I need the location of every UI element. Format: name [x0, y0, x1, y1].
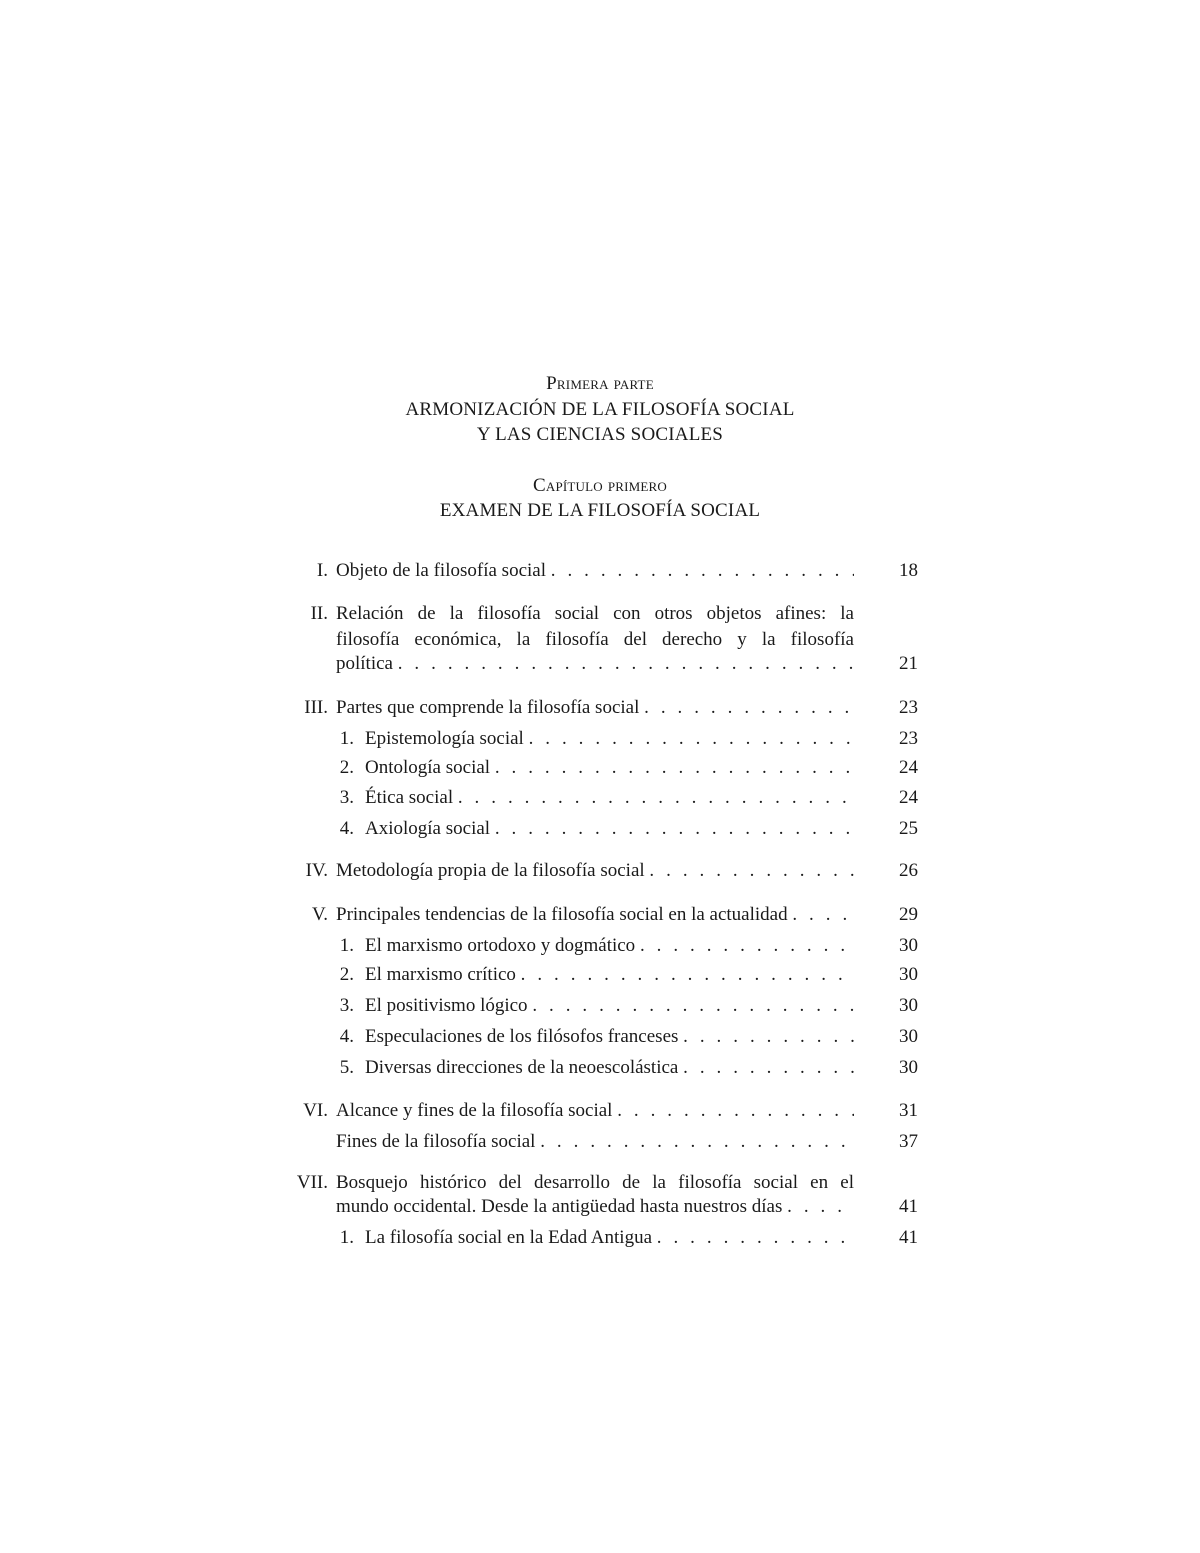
toc-number: III.: [304, 697, 328, 718]
toc-page-number: 30: [899, 995, 918, 1016]
toc-page-number: 29: [899, 904, 918, 925]
toc-page-number: 18: [899, 560, 918, 581]
toc-title: Objeto de la filosofía social . . .: [336, 558, 854, 584]
toc-number: V.: [311, 904, 328, 925]
toc-number: 1.: [339, 728, 354, 749]
toc-number: 4.: [339, 818, 354, 839]
toc-entry-V-4: [290, 1024, 930, 1050]
toc-entry-V-3: [290, 993, 930, 1019]
toc-number: VI.: [303, 1100, 328, 1121]
toc-number: 2.: [339, 757, 354, 778]
toc-entry-V-1: [290, 933, 930, 959]
toc-entry-I: [290, 558, 930, 584]
toc-page-number: 30: [899, 935, 918, 956]
toc-number: 3.: [339, 995, 354, 1016]
toc-number: 3.: [339, 787, 354, 808]
toc-number: 1.: [339, 935, 354, 956]
toc-page-number: 24: [899, 757, 918, 778]
toc-entry-III-3: [290, 785, 930, 811]
toc-entry-VI: [290, 1098, 930, 1124]
toc-title: política . . .: [336, 651, 854, 677]
toc-title: La filosofía social en la Edad Antigua . . .: [365, 1225, 854, 1251]
toc-entry-II-line-1: Relación de la filosofía social con otros objetos afines: la: [336, 603, 854, 624]
toc-page-number: 41: [899, 1227, 918, 1248]
toc-title: Principales tendencias de la filosofía social en la actualidad . . .: [336, 902, 854, 928]
toc-title: Axiología social . . .: [365, 816, 854, 842]
toc-entry-III-2: [290, 755, 930, 781]
toc-page-number: 41: [899, 1196, 918, 1217]
toc-number: VII.: [296, 1172, 328, 1193]
toc-page-number: 23: [899, 728, 918, 749]
toc-page-number: 30: [899, 1057, 918, 1078]
toc-page-number: 25: [899, 818, 918, 839]
toc-page-number: 30: [899, 964, 918, 985]
toc-entry-V-2: [290, 962, 930, 988]
toc-number: 1.: [339, 1227, 354, 1248]
toc-page-number: 21: [899, 653, 918, 674]
toc-title: Partes que comprende la filosofía social . . .: [336, 695, 854, 721]
toc-title: Alcance y fines de la filosofía social . . .: [336, 1098, 854, 1124]
toc-title: Fines de la filosofía social . . .: [336, 1129, 854, 1155]
toc-entry-III: [290, 695, 930, 721]
toc-entry-VII-line-1: Bosquejo histórico del desarrollo de la filosofía social en el: [336, 1172, 854, 1193]
toc-number: 4.: [339, 1026, 354, 1047]
toc-title: Ontología social . . .: [365, 755, 854, 781]
chapter-title: EXAMEN DE LA FILOSOFÍA SOCIAL: [439, 500, 761, 521]
toc-number: 5.: [339, 1057, 354, 1078]
toc-page-number: 24: [899, 787, 918, 808]
toc-entry-VII-1: [290, 1225, 930, 1251]
toc-entry-VI-a: [290, 1129, 930, 1155]
toc-number: 2.: [339, 964, 354, 985]
toc-entry-V-5: [290, 1055, 930, 1081]
toc-title: Epistemología social . . .: [365, 726, 854, 752]
toc-number: IV.: [305, 860, 328, 881]
toc-page-number: 26: [899, 860, 918, 881]
part-title-line-1: ARMONIZACIÓN DE LA FILOSOFÍA SOCIAL: [405, 399, 795, 420]
toc-entry-VII: [290, 1194, 930, 1220]
toc-title: El marxismo crítico . . .: [365, 962, 854, 988]
toc-number: II.: [310, 603, 328, 624]
toc-page-number: 30: [899, 1026, 918, 1047]
toc-entry-IV: [290, 858, 930, 884]
toc-page-number: 23: [899, 697, 918, 718]
toc-page-number: 31: [899, 1100, 918, 1121]
toc-entry-II: [290, 651, 930, 677]
toc-title: Metodología propia de la filosofía social . . .: [336, 858, 854, 884]
chapter-label: Capítulo primero: [532, 475, 668, 496]
part-title-line-2: Y LAS CIENCIAS SOCIALES: [476, 424, 724, 445]
toc-entry-III-1: [290, 726, 930, 752]
toc-title: Diversas direcciones de la neoescolástica . . .: [365, 1055, 854, 1081]
toc-entry-III-4: [290, 816, 930, 842]
toc-title: Especulaciones de los filósofos franceses . . .: [365, 1024, 854, 1050]
toc-entry-V: [290, 902, 930, 928]
part-label: Primera parte: [546, 373, 654, 394]
toc-title: El positivismo lógico . . .: [365, 993, 854, 1019]
toc-page-number: 37: [899, 1131, 918, 1152]
toc-title: mundo occidental. Desde la antigüedad hasta nuestros días . . .: [336, 1194, 854, 1220]
toc-entry-II-line-2: filosofía económica, la filosofía del derecho y la filosofía: [336, 629, 854, 650]
toc-title: Ética social . . .: [365, 785, 854, 811]
toc-title: El marxismo ortodoxo y dogmático . . .: [365, 933, 854, 959]
toc-number: I.: [316, 560, 328, 581]
